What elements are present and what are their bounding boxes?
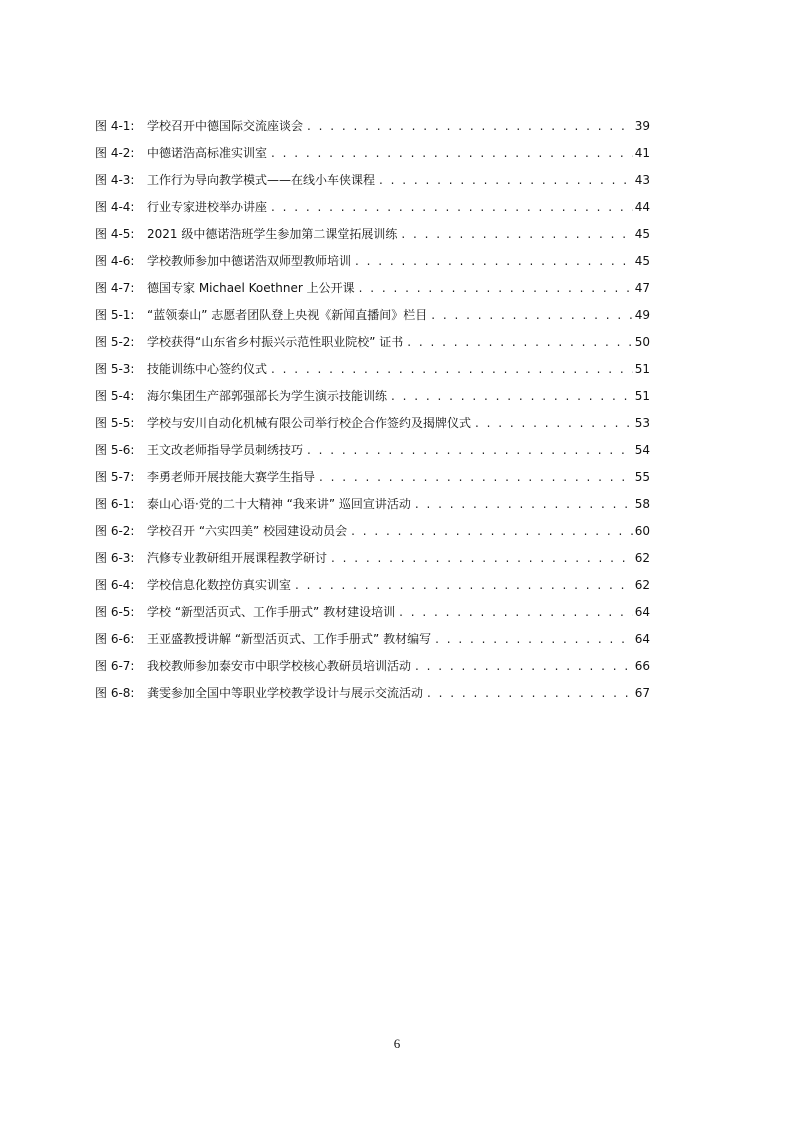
toc-entry[interactable] [95,494,650,521]
page-ref: 51 [634,362,650,376]
figure-number: 图 4-1: [95,119,135,133]
figure-title: 学校与安川自动化机械有限公司举行校企合作签约及揭牌仪式 [147,416,472,430]
figure-title: 行业专家进校举办讲座 [147,200,268,214]
figure-number: 图 5-3: [95,362,135,376]
dot-leader [427,683,633,703]
figure-title: 学校获得“山东省乡村振兴示范性职业院校” 证书 [147,335,404,349]
page-ref: 39 [634,119,650,133]
figure-title: 王亚盛教授讲解 “新型活页式、工作手册式” 教材编写 [147,632,432,646]
figure-number: 图 6-5: [95,605,135,619]
page-ref: 55 [634,470,650,484]
figure-title: 汽修专业教研组开展课程教学研讨 [147,551,328,565]
figure-number: 图 5-4: [95,389,135,403]
dot-leader [295,575,633,595]
figure-title: 学校召开中德国际交流座谈会 [147,119,304,133]
toc-entry[interactable] [95,251,650,278]
page-ref: 45 [634,254,650,268]
dot-leader [399,602,633,622]
figure-title: 德国专家 Michael Koethner 上公开课 [147,281,355,295]
toc-entry[interactable] [95,197,650,224]
dot-leader [475,413,633,433]
page-ref: 62 [634,578,650,592]
dot-leader [391,386,633,406]
toc-entry[interactable] [95,548,650,575]
dot-leader [271,143,633,163]
toc-entry[interactable] [95,683,650,710]
figure-list [95,116,650,710]
page-ref: 66 [634,659,650,673]
figure-number: 图 6-2: [95,524,135,538]
figure-title: 学校教师参加中德诺浩双师型教师培训 [147,254,352,268]
figure-number: 图 5-7: [95,470,135,484]
figure-title: 我校教师参加泰安市中职学校核心教研员培训活动 [147,659,412,673]
toc-entry[interactable] [95,305,650,332]
dot-leader [331,548,633,568]
page-ref: 43 [634,173,650,187]
page-ref: 51 [634,389,650,403]
figure-number: 图 5-5: [95,416,135,430]
toc-entry[interactable] [95,521,650,548]
dot-leader [355,251,633,271]
page-ref: 64 [634,632,650,646]
dot-leader [319,467,633,487]
dot-leader [415,656,633,676]
figure-number: 图 6-6: [95,632,135,646]
figure-title: 2021 级中德诺浩班学生参加第二课堂拓展训练 [147,227,398,241]
figure-title: 学校信息化数控仿真实训室 [147,578,292,592]
dot-leader [435,629,633,649]
page-ref: 49 [634,308,650,322]
figure-number: 图 4-7: [95,281,135,295]
toc-entry[interactable] [95,602,650,629]
dot-leader [271,197,633,217]
page-ref: 45 [634,227,650,241]
figure-number: 图 6-8: [95,686,135,700]
toc-entry[interactable] [95,575,650,602]
toc-entry[interactable] [95,629,650,656]
page-number: 6 [393,1036,401,1051]
figure-title: 工作行为导向教学模式——在线小车侠课程 [147,173,376,187]
figure-number: 图 4-6: [95,254,135,268]
page-ref: 41 [634,146,650,160]
figure-number: 图 4-2: [95,146,135,160]
figure-number: 图 5-6: [95,443,135,457]
figure-number: 图 4-4: [95,200,135,214]
figure-number: 图 6-3: [95,551,135,565]
toc-entry[interactable] [95,116,650,143]
toc-entry[interactable] [95,467,650,494]
figure-title: “蓝领泰山” 志愿者团队登上央视《新闻直播间》栏目 [147,308,428,322]
figure-title: 海尔集团生产部郭强部长为学生演示技能训练 [147,389,388,403]
page-ref: 53 [634,416,650,430]
toc-entry[interactable] [95,440,650,467]
dot-leader [401,224,632,244]
figure-title: 李勇老师开展技能大赛学生指导 [147,470,316,484]
figure-title: 技能训练中心签约仪式 [147,362,268,376]
dot-leader [431,305,632,325]
figure-title: 王文改老师指导学员刺绣技巧 [147,443,304,457]
figure-number: 图 4-3: [95,173,135,187]
figure-number: 图 6-4: [95,578,135,592]
dot-leader [359,278,633,298]
dot-leader [415,494,633,514]
page-ref: 62 [634,551,650,565]
page-ref: 44 [634,200,650,214]
page-ref: 50 [634,335,650,349]
toc-entry[interactable] [95,170,650,197]
figure-title: 龚雯参加全国中等职业学校教学设计与展示交流活动 [147,686,424,700]
dot-leader [351,521,633,541]
figure-title: 学校召开 “六实四美” 校园建设动员会 [147,524,348,538]
page-ref: 47 [634,281,650,295]
toc-entry[interactable] [95,143,650,170]
page-ref: 67 [634,686,650,700]
figure-number: 图 6-1: [95,497,135,511]
page-ref: 54 [634,443,650,457]
page-ref: 64 [634,605,650,619]
page-ref: 58 [634,497,650,511]
toc-entry[interactable] [95,359,650,386]
dot-leader [307,116,633,136]
toc-entry[interactable] [95,413,650,440]
figure-title: 泰山心语·党的二十大精神 “我来讲” 巡回宣讲活动 [147,497,411,511]
figure-number: 图 5-1: [95,308,135,322]
figure-number: 图 5-2: [95,335,135,349]
figure-number: 图 4-5: [95,227,135,241]
dot-leader [307,440,633,460]
toc-entry[interactable] [95,224,650,251]
figure-number: 图 6-7: [95,659,135,673]
toc-entry[interactable] [95,278,650,305]
dot-leader [379,170,633,190]
toc-entry[interactable] [95,656,650,683]
toc-entry[interactable] [95,386,650,413]
dot-leader [271,359,633,379]
figure-title: 学校 “新型活页式、工作手册式” 教材建设培训 [147,605,396,619]
dot-leader [407,332,632,352]
toc-entry[interactable] [95,332,650,359]
page-ref: 60 [634,524,650,538]
figure-title: 中德诺浩高标准实训室 [147,146,268,160]
